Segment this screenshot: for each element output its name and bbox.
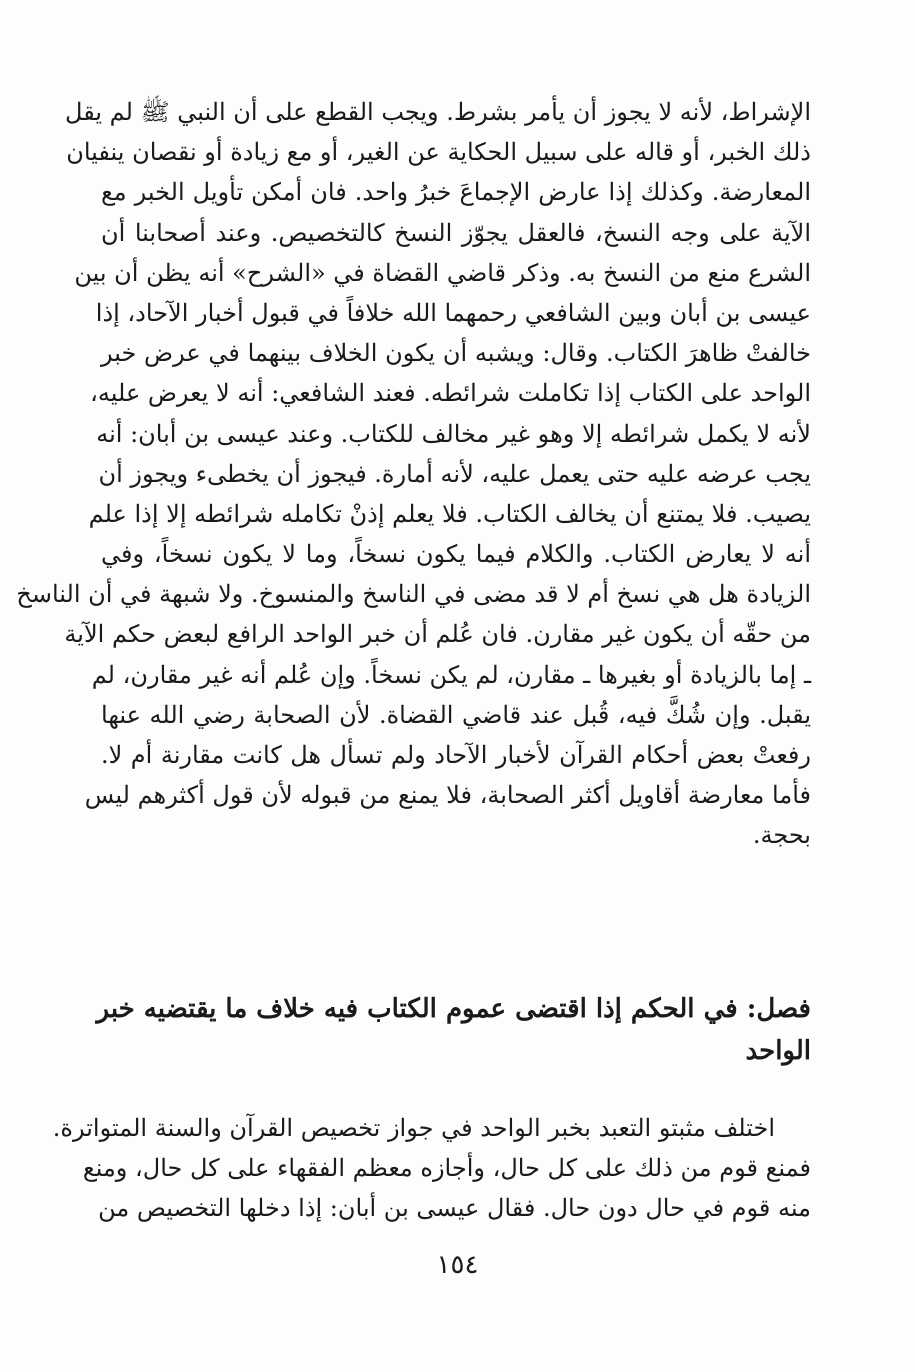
text-line: الشرع منع من النسخ به. وذكر قاضي القضاة في «الشرح» أنه يظن أن بين <box>74 258 811 287</box>
text-line: الإشراط، لأنه لا يجوز أن يأمر بشرط. ويجب القطع على أن النبي ﷺ لم يقل <box>65 98 811 126</box>
text-line: فأما معارضة أقاويل أكثر الصحابة، فلا يمنع من قبوله لأن قول أكثرهم ليس <box>84 781 811 810</box>
text-line: الزيادة هل هي نسخ أم لا قد مضى في الناسخ والمنسوخ. ولا شبهة في أن الناسخ <box>16 580 811 609</box>
text-line: الواحد على الكتاب إذا تكاملت شرائطه. فعند الشافعي: أنه لا يعرض عليه، <box>90 379 811 408</box>
page-number: ١٥٤ <box>436 1250 479 1280</box>
heading-line: الواحد <box>745 1036 811 1066</box>
text-line: خالفتْ ظاهرَ الكتاب. وقال: ويشبه أن يكون الخلاف بينهما في عرض خبر <box>101 339 811 368</box>
text-line: عيسى بن أبان وبين الشافعي رحمهما الله خلافاً في قبول أخبار الآحاد، إذا <box>95 298 811 327</box>
text-line: فمنع قوم من ذلك على كل حال، وأجازه معظم الفقهاء على كل حال، ومنع <box>82 1154 811 1183</box>
text-line: يجب عرضه عليه حتى يعمل عليه، لأنه أمارة. فيجوز أن يخطىء ويجوز أن <box>98 459 811 488</box>
text-line: ـ إما بالزيادة أو بغيرها ـ مقارن، لم يكن نسخاً. وإن عُلم أنه غير مقارن، لم <box>91 660 811 689</box>
text-line: يصيب. فلا يمتنع أن يخالف الكتاب. فلا يعلم إذنْ تكامله شرائطه إلا إذا علم <box>88 499 811 528</box>
section-heading <box>96 988 811 1072</box>
body-paragraph <box>16 92 811 856</box>
text-line: من حقّه أن يكون غير مقارن. فان عُلم أن خبر الواحد الرافع لبعض حكم الآية <box>64 620 811 649</box>
text-line: المعارضة. وكذلك إذا عارض الإجماعَ خبرُ واحد. فان أمكن تأويل الخبر مع <box>101 178 811 207</box>
text-line: اختلف مثبتو التعبد بخبر الواحد في جواز تخصيص القرآن والسنة المتواترة. <box>52 1114 775 1142</box>
text-line: منه قوم في حال دون حال. فقال عيسى بن أبان: إذا دخلها التخصيص من <box>98 1194 811 1223</box>
text-line: يقبل. وإن شُكَّ فيه، قُبل عند قاضي القضاة. لأن الصحابة رضي الله عنها <box>101 700 811 729</box>
section-paragraph <box>52 1108 811 1229</box>
text-line: رفعتْ بعض أحكام القرآن لأخبار الآحاد ولم تسأل هل كانت مقارنة أم لا. <box>101 741 811 769</box>
text-line: ذلك الخبر، أو قاله على سبيل الحكاية عن الغير، أو مع زيادة أو نقصان ينفيان <box>66 138 811 167</box>
text-line: لأنه لا يكمل شرائطه إلا وهو غير مخالف للكتاب. وعند عيسى بن أبان: أنه <box>96 419 811 448</box>
text-line: أنه لا يعارض الكتاب. والكلام فيما يكون نسخاً، وما لا يكون نسخاً، وفي <box>101 540 811 569</box>
text-line: بحجة. <box>752 821 811 850</box>
heading-line: فصل: في الحكم إذا اقتضى عموم الكتاب فيه خلاف ما يقتضيه خبر <box>96 994 811 1024</box>
text-line: الآية على وجه النسخ، فالعقل يجوّز النسخ كالتخصيص. وعند أصحابنا أن <box>101 218 811 247</box>
